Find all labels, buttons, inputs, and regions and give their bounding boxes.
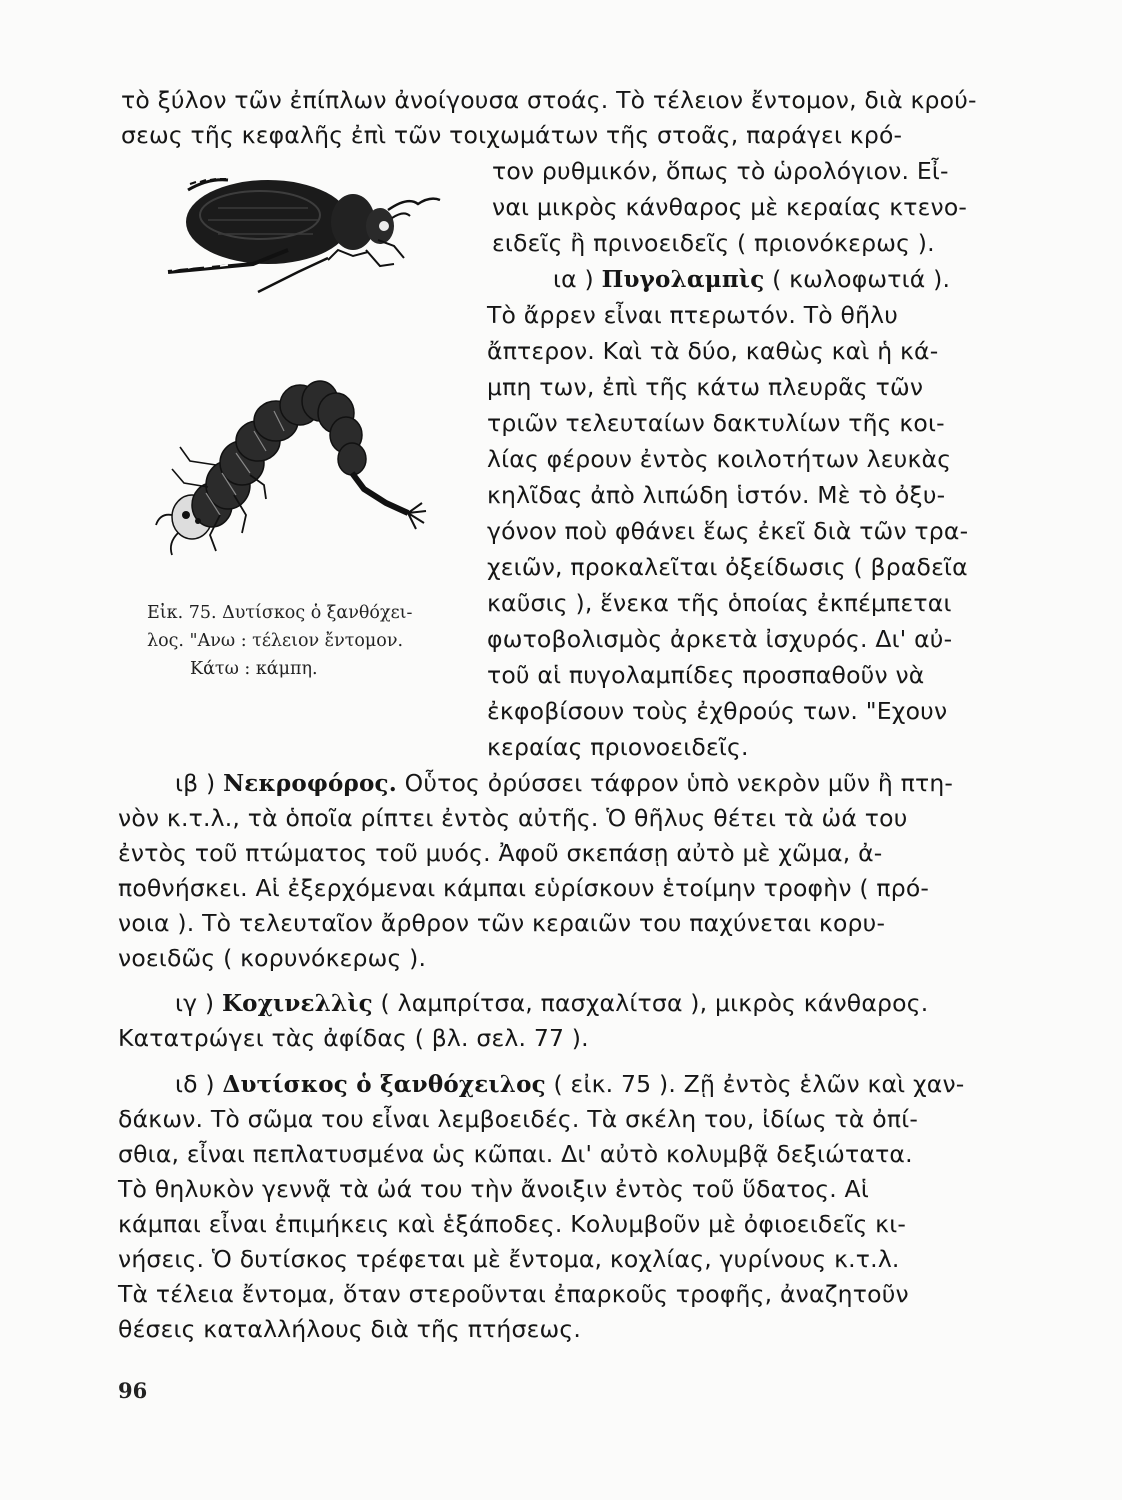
section-id-number: ιδ ) — [175, 1070, 223, 1098]
text-line-2: σεως τῆς κεφαλῆς ἐπὶ τῶν τοιχωμάτων τῆς στοᾶς, παράγει κρό- — [121, 121, 903, 149]
text-line-30: σθια, εἶναι πεπλατυσμένα ὡς κῶπαι. Δι' αὐτὸ κολυμβᾷ δεξιώτατα. — [118, 1140, 913, 1168]
text-line-25: νοειδῶς ( κορυνόκερως ). — [118, 944, 427, 972]
figure-caption-line-2: λος. "Ανω : τέλειον ἔντομον. — [147, 631, 404, 651]
section-ia-heading — [553, 262, 950, 297]
figure-caption-line-3: Κάτω : κάμπη. — [190, 659, 318, 679]
text-line-19: κεραίας πριονοειδεῖς. — [487, 733, 749, 761]
text-line-5: ειδεῖς ἢ πρινοειδεῖς ( πριονόκερως ). — [492, 229, 935, 257]
text-line-12: κηλῖδας ἀπὸ λιπώδη ἱστόν. Μὲ τὸ ὀξυ- — [487, 481, 946, 509]
section-ib-text: Οὗτος ὀρύσσει τάφρον ὑπὸ νεκρὸν μῦν ἢ πτη- — [396, 769, 954, 797]
text-line-23: ποθνήσκει. Αἱ ἐξερχόμεναι κάμπαι εὑρίσκουν ἑτοίμην τροφὴν ( πρό- — [118, 874, 930, 902]
text-line-16: φωτοβολισμὸς ἀρκετὰ ἰσχυρός. Δι' αὐ- — [487, 625, 953, 653]
page-number: 96 — [118, 1378, 148, 1403]
text-line-11: λίας φέρουν ἐντὸς κοιλοτήτων λευκὰς — [487, 445, 952, 473]
text-line-3: τον ρυθμικόν, ὅπως τὸ ὡρολόγιον. Εἶ- — [492, 157, 949, 185]
text-line-29: δάκων. Τὸ σῶμα του εἶναι λεμβοειδές. Τὰ σκέλη του, ἰδίως τὰ ὀπί- — [118, 1105, 919, 1133]
section-ig-text: ( λαμπρίτσα, πασχαλίτσα ), μικρὸς κάνθαρος. — [372, 989, 929, 1017]
text-line-35: θέσεις καταλλήλους διὰ τῆς πτήσεως. — [118, 1315, 582, 1343]
text-line-9: μπη των, ἐπὶ τῆς κάτω πλευρᾶς τῶν — [487, 373, 924, 401]
text-line-32: κάμπαι εἶναι ἐπιμήκεις καὶ ἑξάποδες. Κολυμβοῦν μὲ ὀφιοειδεῖς κι- — [118, 1210, 907, 1238]
text-line-31: Τὸ θηλυκὸν γεννᾷ τὰ ὠά του τὴν ἄνοιξιν ἐντὸς τοῦ ὕδατος. Αἱ — [118, 1175, 869, 1203]
section-id-heading — [175, 1067, 964, 1102]
section-id-text: ( εἰκ. 75 ). Ζῇ ἐντὸς ἑλῶν καὶ χαν- — [545, 1070, 965, 1098]
larva-figure — [150, 365, 450, 575]
text-line-22: ἐντὸς τοῦ πτώματος τοῦ μυός. Ἀφοῦ σκεπάσῃ αὐτὸ μὲ χῶμα, ἀ- — [118, 839, 883, 867]
text-line-1: τὸ ξύλον τῶν ἐπίπλων ἀνοίγουσα στοάς. Τὸ τέλειον ἔντομον, διὰ κρού- — [121, 86, 977, 114]
text-line-17: τοῦ αἱ πυγολαμπίδες προσπαθοῦν νὰ — [487, 661, 925, 689]
section-ia-title: Πυγολαμπὶς — [601, 266, 765, 293]
section-ia-note: ( κωλοφωτιά ). — [764, 265, 951, 293]
text-line-10: τριῶν τελευταίων δακτυλίων τῆς κοι- — [487, 409, 945, 437]
section-ib-title: Νεκροφόρος. — [223, 770, 397, 797]
section-ia-number: ια ) — [553, 265, 602, 293]
text-line-8: ἄπτερον. Καὶ τὰ δύο, καθὼς καὶ ἡ κά- — [487, 337, 939, 365]
text-line-7: Τὸ ἄρρεν εἶναι πτερωτόν. Τὸ θῆλυ — [487, 301, 899, 329]
text-line-14: χειῶν, προκαλεῖται ὀξείδωσις ( βραδεῖα — [487, 553, 968, 581]
section-ib-heading — [175, 766, 953, 801]
text-line-4: ναι μικρὸς κάνθαρος μὲ κεραίας κτενο- — [492, 193, 968, 221]
figure-caption-line-1: Εἰκ. 75. Δυτίσκος ὁ ξανθόχει- — [147, 603, 413, 623]
text-line-18: ἐκφοβίσουν τοὺς ἐχθρούς των. "Εχουν — [487, 697, 948, 725]
text-line-27: Κατατρώγει τὰς ἀφίδας ( βλ. σελ. 77 ). — [118, 1024, 589, 1052]
text-line-21: νὸν κ.τ.λ., τὰ ὁποῖα ρίπτει ἐντὸς αὐτῆς. Ὁ θῆλυς θέτει τὰ ὠά του — [118, 804, 908, 832]
text-line-33: νήσεις. Ὁ δυτίσκος τρέφεται μὲ ἔντομα, κοχλίας, γυρίνους κ.τ.λ. — [118, 1245, 900, 1273]
text-line-34: Τὰ τέλεια ἔντομα, ὅταν στεροῦνται ἐπαρκοῦς τροφῆς, ἀναζητοῦν — [118, 1280, 909, 1308]
text-line-15: καῦσις ), ἕνεκα τῆς ὁποίας ἐκπέμπεται — [487, 589, 952, 617]
text-line-13: γόνον ποὺ φθάνει ἕως ἐκεῖ διὰ τῶν τρα- — [487, 517, 969, 545]
beetle-figure — [148, 160, 448, 300]
section-ig-title: Κοχινελλὶς — [221, 990, 373, 1017]
section-ib-number: ιβ ) — [175, 769, 224, 797]
text-line-24: νοια ). Τὸ τελευταῖον ἄρθρον τῶν κεραιῶν του παχύνεται κορυ- — [118, 909, 886, 937]
section-ig-heading — [175, 986, 928, 1021]
section-ig-number: ιγ ) — [175, 989, 222, 1017]
section-id-title: Δυτίσκος ὁ ξανθόχειλος — [222, 1071, 546, 1098]
